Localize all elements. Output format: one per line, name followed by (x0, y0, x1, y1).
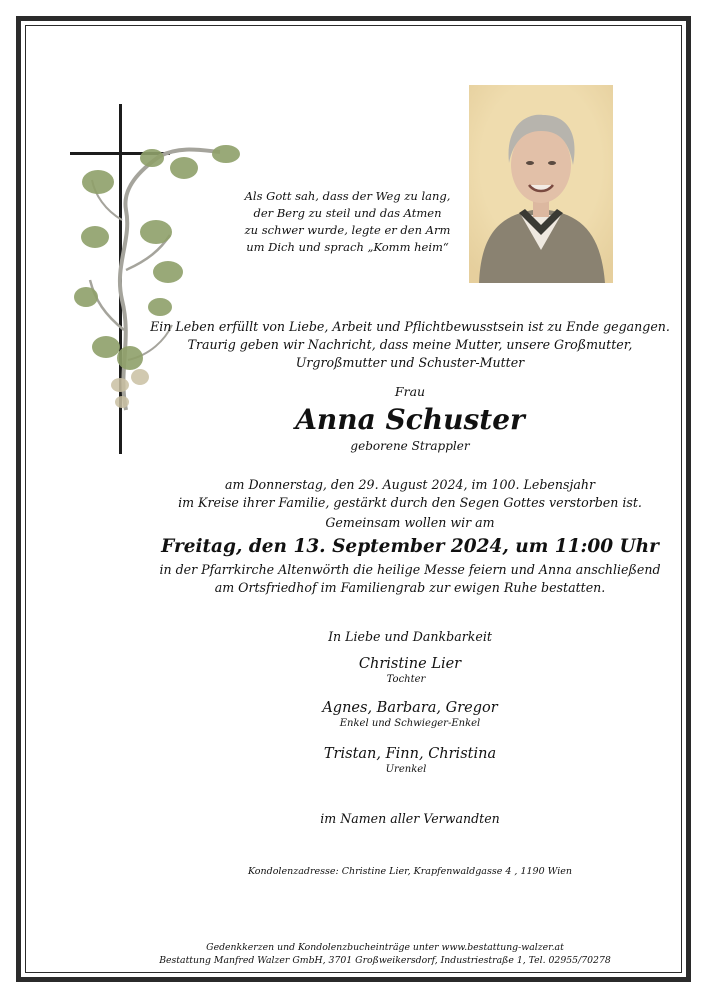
salutation: Frau (394, 384, 426, 399)
mourner-role: Enkel und Schwieger-Enkel (339, 718, 481, 729)
mourner-names: Christine Lier (358, 656, 462, 672)
poem-line: Als Gott sah, dass der Weg zu lang, (244, 189, 451, 203)
mourner-group (260, 699, 560, 730)
funeral-intro: Gemeinsam wollen wir am (325, 515, 495, 530)
poem-line: der Berg zu steil und das Atmen (253, 206, 442, 220)
maiden-name: geborene Strappler (350, 439, 470, 453)
funeral-line: in der Pfarrkirche Altenwörth die heilige Messe feiern und Anna anschließend (159, 562, 661, 577)
mourner-group (260, 745, 560, 776)
mourner-names: Agnes, Barbara, Gregor (322, 700, 498, 716)
funeral-line: am Ortsfriedhof im Familiengrab zur ewigen Ruhe bestatten. (214, 580, 606, 595)
poem-line: um Dich und sprach „Komm heim“ (246, 240, 449, 254)
mourners-closing: im Namen aller Verwandten (320, 811, 500, 826)
poem (240, 188, 455, 256)
poem-line: zu schwer wurde, legte er den Arm (244, 223, 451, 237)
mourner-group (260, 655, 560, 686)
intro-line: Traurig geben wir Nachricht, dass meine Mutter, unsere Großmutter, (187, 337, 633, 352)
footer-line: Bestattung Manfred Walzer GmbH, 3701 Großweikersdorf, Industriestraße 1, Tel. 02955/70278 (159, 955, 611, 966)
portrait-photo (469, 85, 613, 283)
death-line: am Donnerstag, den 29. August 2024, im 100. Lebensjahr (224, 477, 595, 492)
intro-line: Urgroßmutter und Schuster-Mutter (295, 355, 525, 370)
funeral-date-time: Freitag, den 13. September 2024, um 11:00 Uhr (161, 536, 659, 557)
mourner-role: Urenkel (385, 764, 427, 775)
intro-line: Ein Leben erfüllt von Liebe, Arbeit und Pflichtbewusstsein ist zu Ende gegangen. (150, 319, 670, 334)
mourner-role: Tochter (386, 674, 426, 685)
death-details (150, 476, 670, 512)
death-line: im Kreise ihrer Familie, gestärkt durch den Segen Gottes verstorben ist. (178, 495, 642, 510)
condolence-address: Kondolenzadresse: Christine Lier, Krapfenwaldgasse 4 , 1190 Wien (247, 866, 573, 877)
funeral-details (150, 561, 670, 597)
deceased-name: Anna Schuster (295, 403, 525, 436)
mourners-intro: In Liebe und Dankbarkeit (328, 629, 492, 644)
footer-line: Gedenkkerzen und Kondolenzbucheinträge unter www.bestattung-walzer.at (206, 942, 564, 953)
footer (150, 941, 620, 967)
announcement-intro (150, 318, 670, 372)
mourner-names: Tristan, Finn, Christina (323, 746, 497, 762)
